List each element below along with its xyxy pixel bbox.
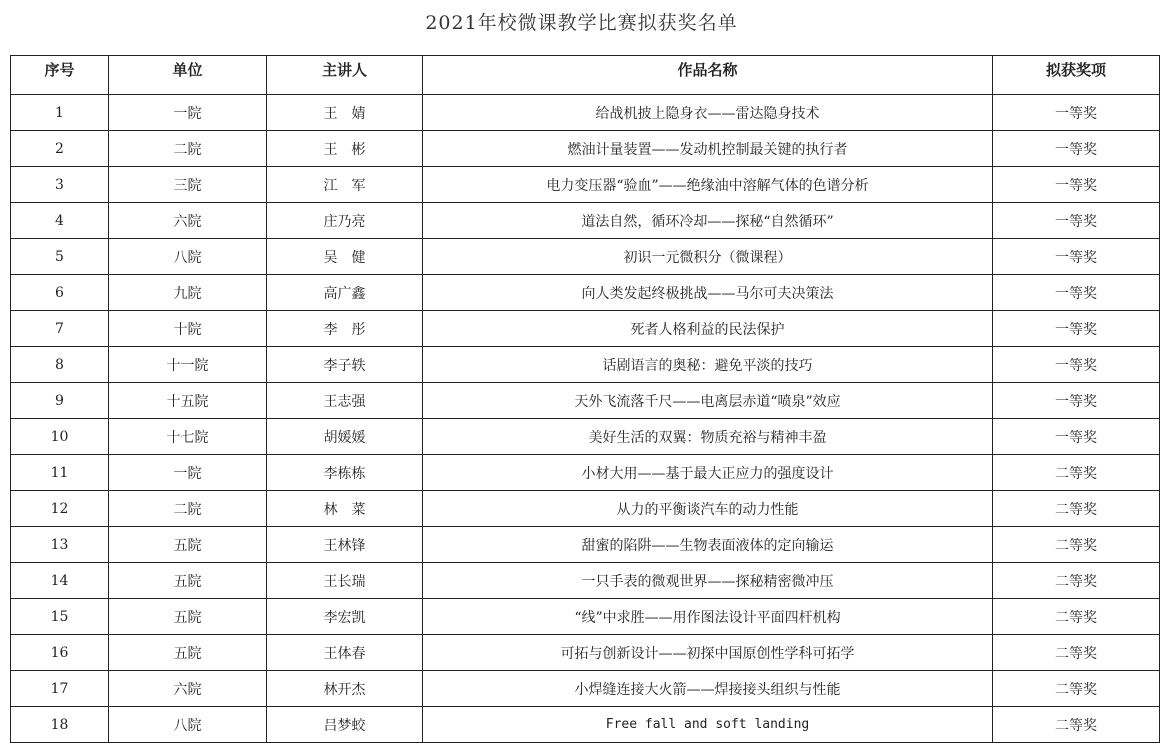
cell-speaker: 胡媛媛 [267, 419, 423, 455]
cell-work-title: 电力变压器“验血”——绝缘油中溶解气体的色谱分析 [423, 167, 993, 203]
cell-unit: 十五院 [109, 383, 267, 419]
cell-index: 13 [11, 527, 109, 563]
table-row [11, 239, 1160, 275]
header-index: 序号 [11, 56, 109, 95]
page-title: 2021年校微课教学比赛拟获奖名单 [425, 12, 738, 34]
cell-unit: 十一院 [109, 347, 267, 383]
table-row [11, 347, 1160, 383]
table-header-row [11, 56, 1160, 95]
cell-speaker: 李栋栋 [267, 455, 423, 491]
awards-table [10, 55, 1160, 743]
table-row [11, 203, 1160, 239]
cell-award: 二等奖 [993, 527, 1160, 563]
table-row [11, 383, 1160, 419]
cell-speaker: 王 彬 [267, 131, 423, 167]
cell-work-title: Free fall and soft landing [423, 707, 993, 743]
cell-unit: 九院 [109, 275, 267, 311]
cell-work-title: 话剧语言的奥秘：避免平淡的技巧 [423, 347, 993, 383]
cell-index: 5 [11, 239, 109, 275]
cell-unit: 一院 [109, 95, 267, 131]
cell-work-title: 死者人格利益的民法保护 [423, 311, 993, 347]
cell-index: 1 [11, 95, 109, 131]
cell-index: 18 [11, 707, 109, 743]
cell-award: 一等奖 [993, 383, 1160, 419]
cell-index: 6 [11, 275, 109, 311]
table-row [11, 131, 1160, 167]
header-speaker: 主讲人 [267, 56, 423, 95]
cell-award: 一等奖 [993, 131, 1160, 167]
cell-unit: 五院 [109, 599, 267, 635]
cell-unit: 六院 [109, 203, 267, 239]
table-row [11, 563, 1160, 599]
cell-unit: 八院 [109, 707, 267, 743]
cell-unit: 十七院 [109, 419, 267, 455]
cell-index: 15 [11, 599, 109, 635]
cell-speaker: 吴 健 [267, 239, 423, 275]
header-unit: 单位 [109, 56, 267, 95]
cell-award: 一等奖 [993, 95, 1160, 131]
cell-unit: 二院 [109, 491, 267, 527]
cell-award: 二等奖 [993, 671, 1160, 707]
table-row [11, 95, 1160, 131]
cell-work-title: 道法自然，循环冷却——探秘“自然循环” [423, 203, 993, 239]
cell-index: 14 [11, 563, 109, 599]
cell-work-title: 初识一元微积分（微课程） [423, 239, 993, 275]
cell-award: 二等奖 [993, 599, 1160, 635]
table-row [11, 455, 1160, 491]
cell-unit: 五院 [109, 635, 267, 671]
cell-award: 一等奖 [993, 311, 1160, 347]
cell-index: 10 [11, 419, 109, 455]
cell-speaker: 王 婧 [267, 95, 423, 131]
cell-work-title: 向人类发起终极挑战——马尔可夫决策法 [423, 275, 993, 311]
cell-speaker: 林开杰 [267, 671, 423, 707]
cell-award: 二等奖 [993, 707, 1160, 743]
cell-index: 17 [11, 671, 109, 707]
cell-work-title: 天外飞流落千尺——电离层赤道“喷泉”效应 [423, 383, 993, 419]
cell-speaker: 王长瑞 [267, 563, 423, 599]
cell-speaker: 李 彤 [267, 311, 423, 347]
cell-unit: 五院 [109, 563, 267, 599]
cell-index: 12 [11, 491, 109, 527]
cell-work-title: 甜蜜的陷阱——生物表面液体的定向输运 [423, 527, 993, 563]
cell-work-title: 美好生活的双翼：物质充裕与精神丰盈 [423, 419, 993, 455]
cell-speaker: 李宏凯 [267, 599, 423, 635]
cell-speaker: 王体春 [267, 635, 423, 671]
cell-award: 一等奖 [993, 275, 1160, 311]
cell-work-title: 从力的平衡谈汽车的动力性能 [423, 491, 993, 527]
cell-unit: 五院 [109, 527, 267, 563]
cell-award: 一等奖 [993, 419, 1160, 455]
table-row [11, 275, 1160, 311]
cell-award: 二等奖 [993, 635, 1160, 671]
table-row [11, 527, 1160, 563]
cell-speaker: 江 军 [267, 167, 423, 203]
cell-speaker: 李子轶 [267, 347, 423, 383]
cell-award: 二等奖 [993, 491, 1160, 527]
cell-index: 4 [11, 203, 109, 239]
cell-speaker: 吕梦蛟 [267, 707, 423, 743]
cell-work-title: 给战机披上隐身衣——雷达隐身技术 [423, 95, 993, 131]
cell-speaker: 王林锋 [267, 527, 423, 563]
cell-speaker: 王志强 [267, 383, 423, 419]
cell-unit: 十院 [109, 311, 267, 347]
cell-speaker: 庄乃亮 [267, 203, 423, 239]
cell-work-title: 燃油计量装置——发动机控制最关键的执行者 [423, 131, 993, 167]
cell-index: 7 [11, 311, 109, 347]
table-row [11, 599, 1160, 635]
cell-award: 一等奖 [993, 347, 1160, 383]
cell-award: 一等奖 [993, 239, 1160, 275]
cell-award: 二等奖 [993, 455, 1160, 491]
cell-index: 3 [11, 167, 109, 203]
header-award: 拟获奖项 [993, 56, 1160, 95]
cell-work-title: 小焊缝连接大火箭——焊接接头组织与性能 [423, 671, 993, 707]
cell-unit: 二院 [109, 131, 267, 167]
cell-work-title: “线”中求胜——用作图法设计平面四杆机构 [423, 599, 993, 635]
table-row [11, 635, 1160, 671]
cell-unit: 八院 [109, 239, 267, 275]
table-row [11, 419, 1160, 455]
cell-work-title: 可拓与创新设计——初探中国原创性学科可拓学 [423, 635, 993, 671]
cell-award: 二等奖 [993, 563, 1160, 599]
cell-index: 2 [11, 131, 109, 167]
cell-index: 16 [11, 635, 109, 671]
cell-work-title: 小材大用——基于最大正应力的强度设计 [423, 455, 993, 491]
header-work-title: 作品名称 [423, 56, 993, 95]
table-row [11, 311, 1160, 347]
cell-index: 8 [11, 347, 109, 383]
cell-work-title: 一只手表的微观世界——探秘精密微冲压 [423, 563, 993, 599]
cell-award: 一等奖 [993, 167, 1160, 203]
cell-award: 一等奖 [993, 203, 1160, 239]
cell-speaker: 林 菜 [267, 491, 423, 527]
cell-unit: 一院 [109, 455, 267, 491]
table-row [11, 491, 1160, 527]
cell-speaker: 高广鑫 [267, 275, 423, 311]
cell-unit: 六院 [109, 671, 267, 707]
table-row [11, 671, 1160, 707]
cell-index: 9 [11, 383, 109, 419]
table-row [11, 707, 1160, 743]
cell-index: 11 [11, 455, 109, 491]
cell-unit: 三院 [109, 167, 267, 203]
table-row [11, 167, 1160, 203]
